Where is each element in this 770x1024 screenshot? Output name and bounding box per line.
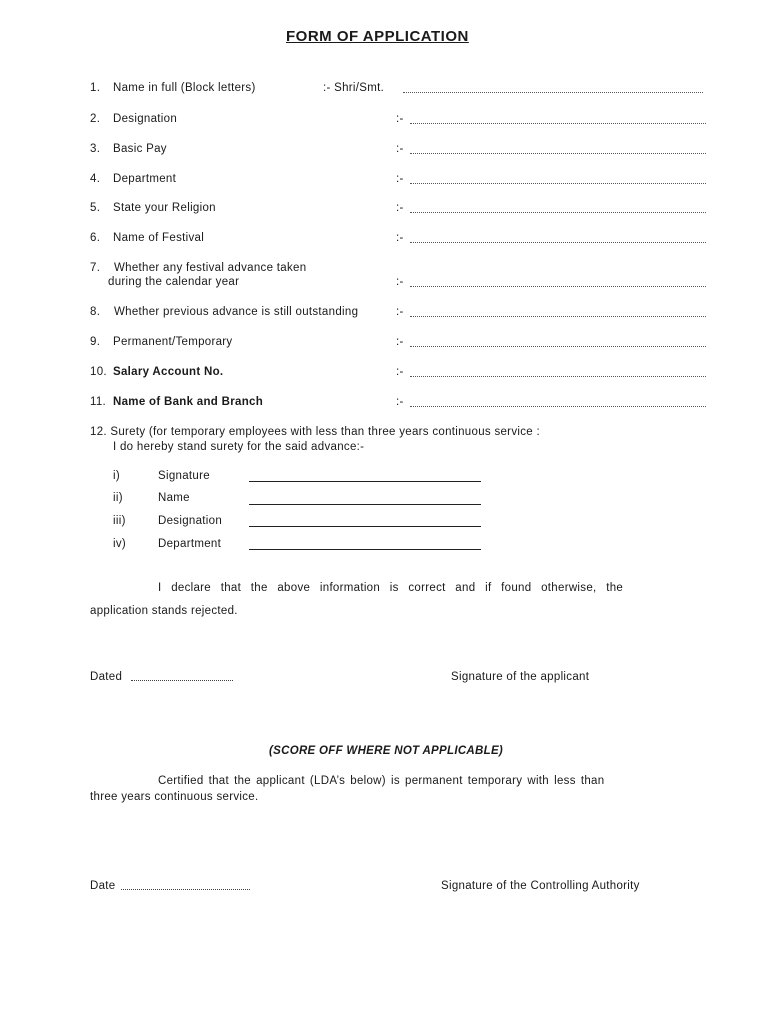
item-label: Whether previous advance is still outstanding bbox=[114, 306, 359, 318]
item-number: 9. bbox=[90, 336, 101, 348]
item-number: 8. bbox=[90, 306, 101, 318]
surety-signature-line[interactable] bbox=[249, 481, 481, 482]
item-number: 4. bbox=[90, 173, 101, 185]
item-colon: :- bbox=[396, 306, 404, 318]
date-label: Date bbox=[90, 880, 116, 892]
controlling-authority-signature-label: Signature of the Controlling Authority bbox=[441, 880, 640, 892]
item-label-continued: during the calendar year bbox=[108, 276, 240, 288]
date-input[interactable] bbox=[121, 889, 250, 890]
item-colon: :- bbox=[396, 276, 404, 288]
item-colon: :- bbox=[396, 173, 404, 185]
previous-advance-input[interactable] bbox=[410, 316, 706, 317]
item-label: Name of Festival bbox=[113, 232, 205, 244]
surety-label: Department bbox=[158, 538, 222, 550]
item-number: 7. bbox=[90, 262, 101, 274]
item-colon: :- bbox=[396, 232, 404, 244]
department-input[interactable] bbox=[410, 183, 706, 184]
item-label: Name of Bank and Branch bbox=[113, 396, 264, 408]
surety-name-line[interactable] bbox=[249, 504, 481, 505]
declaration-line: application stands rejected. bbox=[90, 605, 238, 617]
item-colon: :- bbox=[396, 113, 404, 125]
item-colon: :- bbox=[396, 202, 404, 214]
surety-label: Name bbox=[158, 492, 190, 504]
surety-roman: ii) bbox=[113, 492, 123, 504]
religion-input[interactable] bbox=[410, 212, 706, 213]
festival-input[interactable] bbox=[410, 242, 706, 243]
item-label: Salary Account No. bbox=[113, 366, 224, 378]
item-number: 2. bbox=[90, 113, 101, 125]
certified-line: three years continuous service. bbox=[90, 791, 259, 803]
item-label: Permanent/Temporary bbox=[113, 336, 233, 348]
item-number: 1. bbox=[90, 82, 101, 94]
surety-declaration: I do hereby stand surety for the said advance:- bbox=[113, 441, 365, 453]
advance-taken-input[interactable] bbox=[410, 286, 706, 287]
item-colon: :- bbox=[396, 143, 404, 155]
item-label: Whether any festival advance taken bbox=[114, 262, 307, 274]
dated-input[interactable] bbox=[131, 680, 233, 681]
surety-roman: iv) bbox=[113, 538, 127, 550]
dated-label: Dated bbox=[90, 671, 123, 683]
surety-roman: i) bbox=[113, 470, 120, 482]
item-number: 6. bbox=[90, 232, 101, 244]
permanent-temporary-input[interactable] bbox=[410, 346, 706, 347]
surety-roman: iii) bbox=[113, 515, 126, 527]
item-colon: :- bbox=[396, 336, 404, 348]
applicant-signature-label: Signature of the applicant bbox=[451, 671, 590, 683]
designation-input[interactable] bbox=[410, 123, 706, 124]
item-label: Name in full (Block letters) bbox=[113, 82, 256, 94]
item-number: 11. bbox=[90, 396, 107, 408]
item-label: State your Religion bbox=[113, 202, 216, 214]
certified-line: Certified that the applicant (LDA’s below) is permanent temporary with less than bbox=[158, 775, 605, 787]
item-label: Designation bbox=[113, 113, 178, 125]
item-label: Department bbox=[113, 173, 177, 185]
score-off-note: (SCORE OFF WHERE NOT APPLICABLE) bbox=[269, 745, 504, 757]
item-label: Basic Pay bbox=[113, 143, 167, 155]
name-in-full-input[interactable] bbox=[403, 92, 703, 93]
declaration-line: I declare that the above information is correct and if found otherwise, the bbox=[158, 582, 624, 594]
basic-pay-input[interactable] bbox=[410, 153, 706, 154]
item-colon: :- bbox=[396, 366, 404, 378]
item-number: 3. bbox=[90, 143, 101, 155]
surety-department-line[interactable] bbox=[249, 549, 481, 550]
surety-heading: 12. Surety (for temporary employees with less than three years continuous service : bbox=[90, 426, 540, 438]
surety-label: Signature bbox=[158, 470, 210, 482]
item-colon: :- Shri/Smt. bbox=[323, 82, 385, 94]
form-title: FORM OF APPLICATION bbox=[286, 28, 469, 45]
surety-label: Designation bbox=[158, 515, 223, 527]
surety-designation-line[interactable] bbox=[249, 526, 481, 527]
item-number: 5. bbox=[90, 202, 101, 214]
item-number: 10. bbox=[90, 366, 107, 378]
salary-account-input[interactable] bbox=[410, 376, 706, 377]
bank-branch-input[interactable] bbox=[410, 406, 706, 407]
item-colon: :- bbox=[396, 396, 404, 408]
